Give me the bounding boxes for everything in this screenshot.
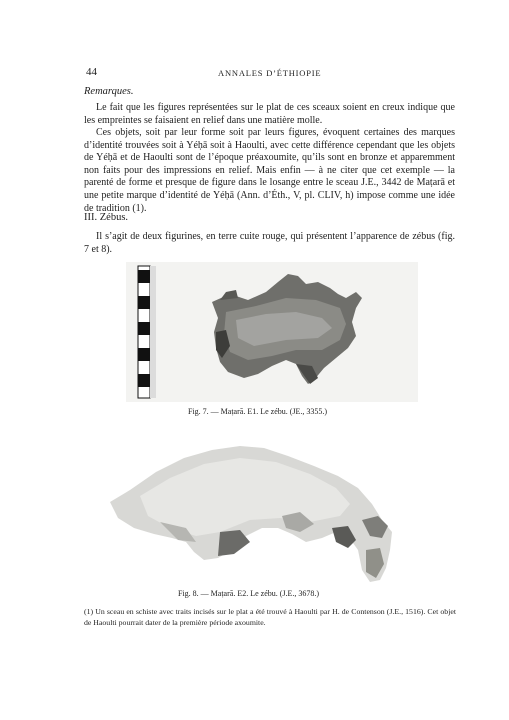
remarques-paragraph-2: Ces objets, soit par leur forme soit par leurs figures, évoquent certaines des marques d’identité trouvées soit à Yéḥā soit à Haoulti, avec cette différence cependant que les objets de Yéḥā et de Haoulti sont de l’époque préaxoumite, qu’ils sont en bronze et apparemment non faits pour des impressions en relief. Mais enfin — à ne citer que cet exemple — la parenté de forme et presque de figure dans le losange entre le sceau J.E., 3442 de Maṭarā et une petite marque d’identité de Yéḥā (Ann. d’Éth., V, pl. CLIV, h) impose comme une idée de tradition (1). [84,127,455,214]
remarques-paragraph-1: Le fait que les figures représentées sur le plat de ces sceaux soient en creux indique que les empreintes se faisaient en relief dans une matière molle. [84,102,455,126]
page-number: 44 [86,66,97,78]
zebus-paragraph: Il s’agit de deux figurines, en terre cuite rouge, qui présentent l’apparence de zébus (fig. 7 et 8). [84,231,455,255]
running-title: ANNALES D’ÉTHIOPIE [218,68,322,78]
zebu-figurine-1-image [126,262,418,402]
remarques-heading: Remarques. [84,86,134,97]
figure-8-photo [100,432,412,584]
footnote: (1) Un sceau en schiste avec traits incisés sur le plat a été trouvé à Haoulti par H. de Contenson (J.E., 1516). Cet objet de Haoulti pourrait dater de la première période axoumite. [84,607,456,627]
zebu-figurine-2-image [100,432,412,584]
scale-bar [138,266,156,398]
zebus-heading-text: III. Zébus. [84,212,129,223]
figure-8-caption: Fig. 8. — Maṭarā. E2. Le zébu. (J.E., 3678.) [178,589,320,598]
figure-7-caption: Fig. 7. — Maṭarā. E1. Le zébu. (JE., 3355.) [188,407,328,416]
zebus-heading [84,212,128,223]
figure-7-photo [126,262,418,402]
